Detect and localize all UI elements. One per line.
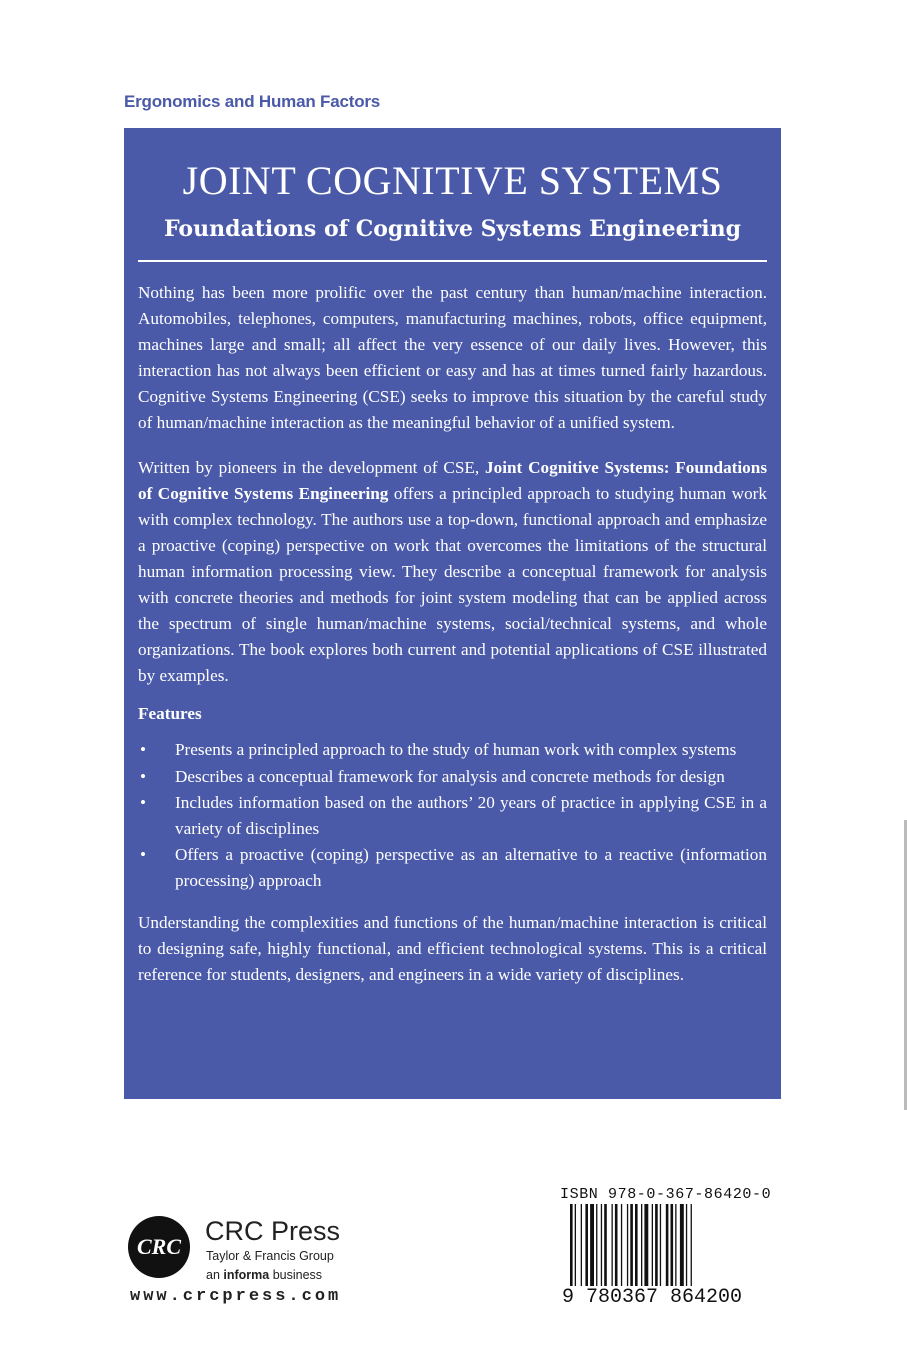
publisher-url[interactable]: www.crcpress.com — [130, 1287, 342, 1306]
list-item — [138, 764, 767, 790]
feature-text: Presents a principled approach to the study of human work with complex systems — [175, 740, 737, 760]
closing-paragraph: Understanding the complexities and functions of the human/machine interaction is critical to designing safe, highly functional, and efficient technological systems. This is a critical reference for students, designers, and engineers in a wide variety of disciplines. — [138, 912, 767, 985]
description-panel — [124, 128, 781, 1099]
book-title-inline: Joint Cognitive Systems: Foundations of Cognitive Systems Engineering — [138, 457, 768, 503]
list-item — [138, 842, 767, 894]
list-item — [138, 737, 767, 763]
feature-text: Offers a proactive (coping) perspective as an alternative to a reactive (information processing) approach — [175, 844, 767, 890]
publisher-group: Taylor & Francis Group — [206, 1249, 334, 1263]
authors-paragraph-lead: Written by pioneers in the development of CSE, — [138, 457, 486, 477]
bullet: • — [140, 740, 147, 760]
feature-text: Includes information based on the authors’ 20 years of practice in applying CSE in a variety of disciplines — [175, 792, 767, 838]
divider — [138, 260, 767, 262]
authors-paragraph-rest: offers a principled approach to studying human work with complex technology. The authors use a top-down, functional approach and emphasize a proactive (coping) perspective on work that overcomes the limitations of the structural human information processing view. They describe a conceptual framework for analysis with concrete theories and methods for joint system modeling that can be applied across the spectrum of single human/machine systems, social/technical systems, and whole organizations. The book explores both current and potential applications of CSE illustrated by examples. — [138, 483, 767, 686]
bullet: • — [140, 844, 147, 864]
features-list — [138, 737, 767, 894]
book-subtitle: Foundations of Cognitive Systems Engineering — [164, 216, 741, 242]
feature-text: Describes a conceptual framework for analysis and concrete methods for design — [175, 766, 725, 786]
features-heading: Features — [138, 704, 202, 724]
crc-logo-icon: CRC — [128, 1216, 190, 1278]
bullet: • — [140, 766, 147, 786]
bullet: • — [140, 792, 147, 812]
isbn-label: ISBN 978-0-367-86420-0 — [560, 1186, 772, 1203]
series-name: Ergonomics and Human Factors — [124, 92, 381, 111]
intro-paragraph: Nothing has been more prolific over the past century than human/machine interaction. Automobiles, telephones, computers, manufacturing machines, robots, office equipment, machines large and small; all affect the very essence of our daily lives. However, this interaction has not always been efficient or easy and has at times turned fairly hazardous. Cognitive Systems Engineering (CSE) seeks to improve this situation by the careful study of human/machine interaction as the meaningful behavior of a unified system. — [138, 283, 767, 433]
list-item — [138, 790, 767, 842]
informa-prefix: an — [206, 1268, 224, 1282]
barcode-digits: 9 780367 864200 — [562, 1286, 743, 1309]
publisher-name: CRC Press — [205, 1216, 341, 1246]
authors-paragraph — [138, 455, 767, 690]
informa-suffix: business — [269, 1268, 323, 1282]
publisher-informa — [206, 1268, 322, 1282]
informa-bold: informa — [223, 1268, 270, 1282]
book-title: JOINT COGNITIVE SYSTEMS — [182, 158, 723, 203]
